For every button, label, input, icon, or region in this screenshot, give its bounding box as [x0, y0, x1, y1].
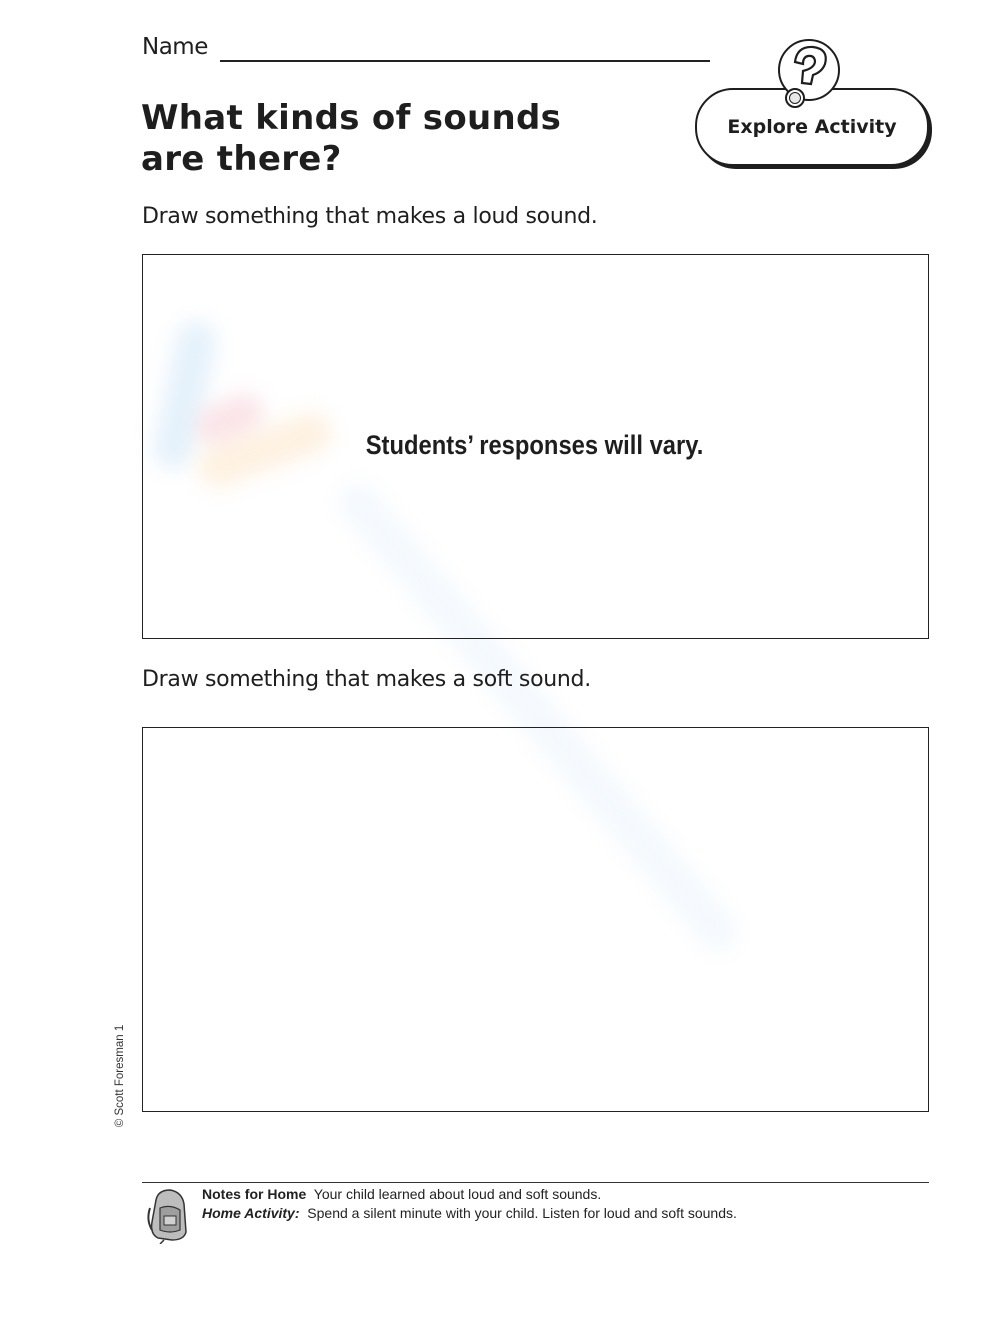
- name-label: Name: [142, 34, 208, 60]
- drawing-area-soft[interactable]: [142, 727, 929, 1112]
- footer-divider: [142, 1182, 929, 1183]
- copyright-text: © Scott Foresman 1: [114, 1024, 126, 1128]
- question-mark-icon: [773, 38, 843, 110]
- badge-label: Explore Activity: [727, 116, 897, 138]
- notes-for-home: [202, 1185, 737, 1223]
- title-line-2: are there?: [141, 139, 342, 179]
- notes-line: [202, 1185, 737, 1204]
- home-activity-label: Home Activity:: [202, 1205, 300, 1221]
- home-activity-text: Spend a silent minute with your child. Listen for loud and soft sounds.: [307, 1205, 737, 1221]
- title-line-1: What kinds of sounds: [141, 98, 562, 138]
- backpack-icon: [144, 1186, 194, 1244]
- notes-text: Your child learned about loud and soft sounds.: [313, 1186, 602, 1202]
- answer-text: Students’ responses will vary.: [365, 430, 704, 460]
- page-title: [141, 98, 561, 180]
- notes-label: Notes for Home: [202, 1186, 307, 1202]
- home-activity-line: [202, 1204, 737, 1223]
- prompt-loud: Draw something that makes a loud sound.: [142, 204, 598, 229]
- prompt-soft: Draw something that makes a soft sound.: [142, 667, 591, 692]
- name-input-line[interactable]: [220, 60, 710, 62]
